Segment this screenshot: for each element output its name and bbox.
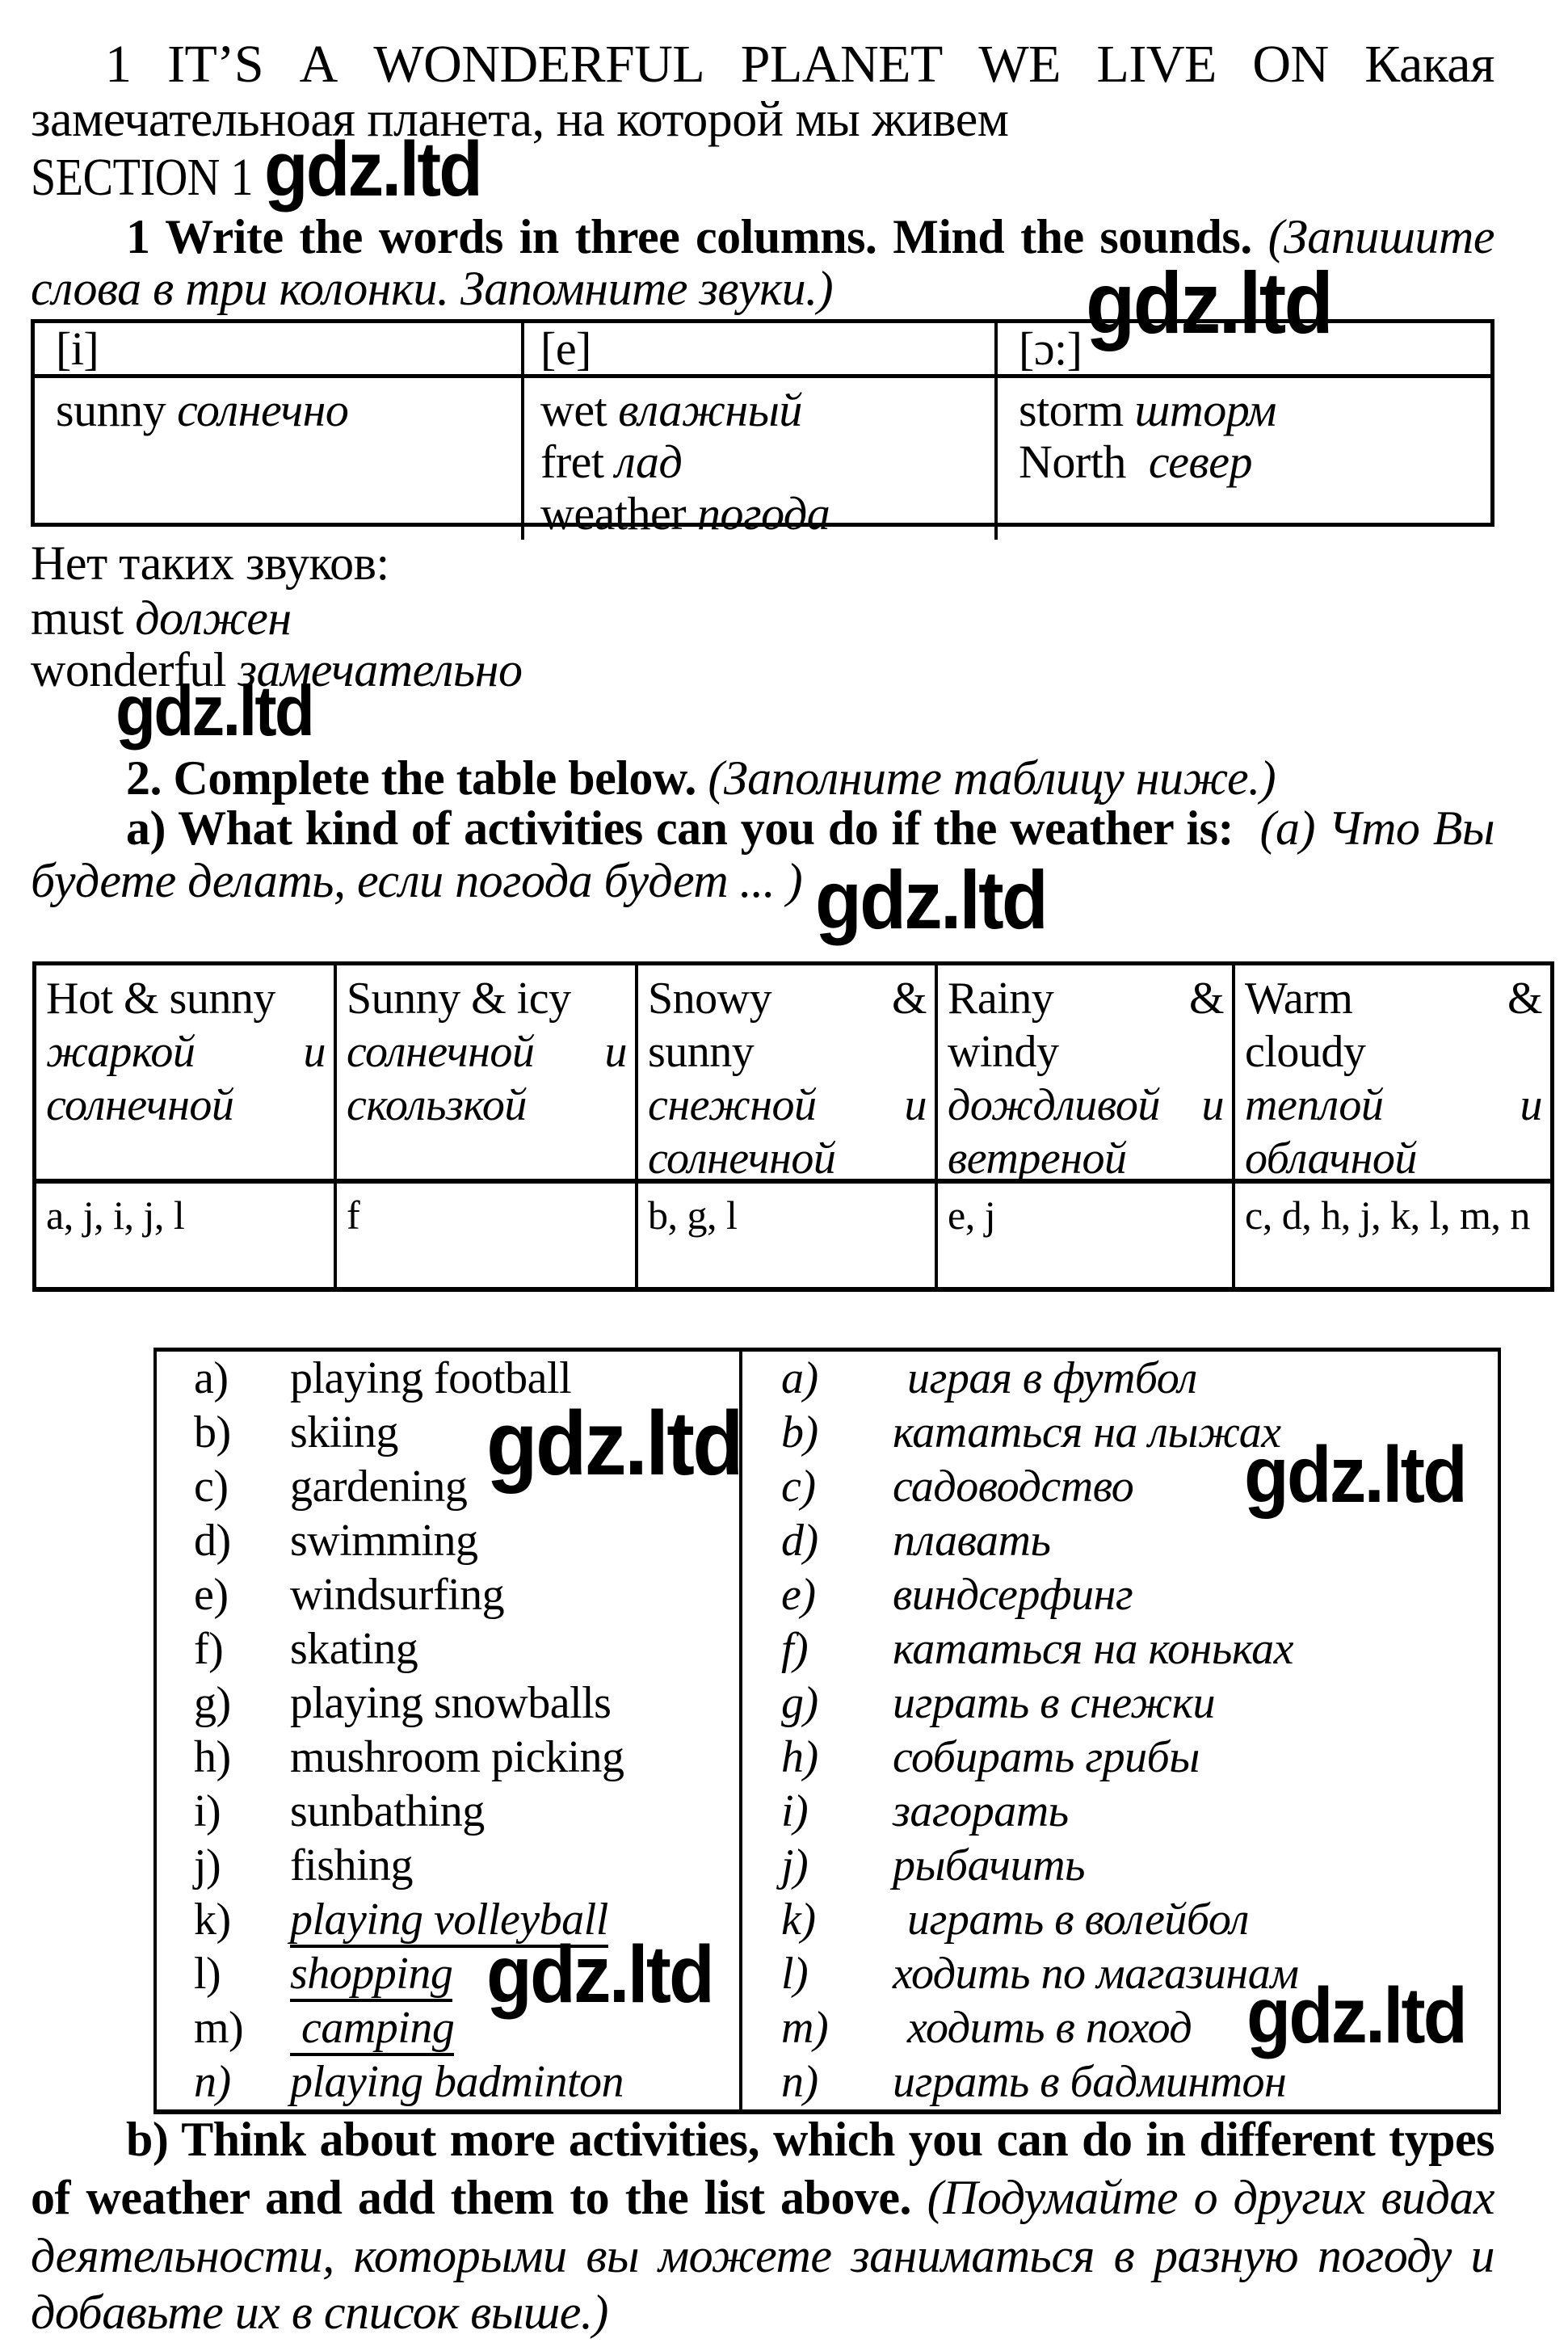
text: играть в волейбол	[907, 1895, 1249, 1945]
weather-answer-warm-cloudy: c, d, h, j, k, l, m, n	[1232, 1184, 1550, 1287]
text: fishing	[290, 1840, 414, 1890]
weather-table	[32, 961, 1554, 1292]
activity-en	[157, 1839, 739, 1893]
activity-row-d	[157, 1514, 1498, 1568]
word-ru: должен	[135, 591, 292, 645]
header-ru	[347, 1025, 627, 1079]
weather-answer-snowy-sunny: b, g, l	[635, 1184, 935, 1287]
taskb-line-2	[31, 2168, 1494, 2227]
en-word: &	[891, 974, 927, 1024]
letter: а)	[781, 1353, 818, 1403]
en-word: &	[1188, 974, 1224, 1024]
weather-col-sunny-icy-header	[334, 965, 635, 1184]
sounds-col-o	[998, 378, 1490, 540]
word-ru: солнечно	[177, 384, 349, 436]
ru-word: солнечной	[347, 1027, 535, 1077]
text: играть в снежки	[893, 1678, 1215, 1728]
header-ru	[648, 1079, 927, 1132]
letter: h)	[194, 1732, 231, 1782]
header-en	[948, 972, 1224, 1025]
taskb-ru-start: (Подумайте о других видах	[927, 2171, 1495, 2224]
title-word: PLANET	[740, 35, 943, 94]
word-en: wet	[540, 384, 607, 436]
header-ru: скользкой	[347, 1080, 527, 1130]
weather-answer-sunny-icy: f	[334, 1184, 635, 1287]
text: кататься на коньках	[893, 1624, 1294, 1674]
text: собирать грибы	[893, 1732, 1200, 1782]
en-word: Rainy	[948, 974, 1054, 1024]
task2-a-ru-start: (а) Что Вы	[1259, 801, 1494, 855]
text: playing badminton	[290, 2057, 624, 2107]
word-pair	[1019, 385, 1490, 436]
text: плавать	[893, 1516, 1051, 1566]
text: skating	[290, 1624, 418, 1674]
ru-word: и	[303, 1027, 326, 1077]
word-ru: погода	[697, 487, 830, 540]
sounds-col-e	[524, 378, 998, 540]
word-pair	[540, 385, 994, 436]
task1-instruction-en: 1 Write the words in three columns. Mind the sounds.	[126, 210, 1252, 263]
letter: b)	[194, 1407, 231, 1457]
watermark-gdz: gdz.ltd	[264, 126, 481, 212]
activity-ru	[739, 1352, 1498, 1406]
header-ru: облачной	[1245, 1133, 1417, 1184]
sounds-col-i	[35, 378, 524, 540]
text: sunbathing	[290, 1786, 485, 1836]
text: ходить по магазинам	[893, 1949, 1299, 1999]
header-en	[648, 972, 927, 1025]
letter: m)	[781, 2003, 829, 2053]
header-en: Hot & sunny	[46, 974, 275, 1024]
letter: j)	[781, 1840, 809, 1890]
activity-ru	[739, 1731, 1498, 1785]
en-word: Snowy	[648, 974, 772, 1024]
letter: i)	[194, 1786, 221, 1836]
header-en: sunny	[648, 1027, 755, 1077]
header-en: cloudy	[1245, 1027, 1366, 1077]
letter: e)	[781, 1570, 816, 1620]
word-ru: лад	[615, 435, 683, 488]
weather-col-warm-cloudy-header	[1232, 965, 1550, 1184]
task2-heading-en: 2. Complete the table below.	[126, 751, 696, 805]
task2-heading-ru: (Заполните таблицу ниже.)	[708, 751, 1276, 805]
no-sounds-label: Нет таких звуков:	[31, 536, 389, 590]
letter: l)	[194, 1949, 221, 1999]
ru-word: и	[1201, 1080, 1224, 1130]
activity-ru	[739, 2055, 1498, 2109]
title-word: ON	[1252, 35, 1329, 94]
word-en: North	[1019, 435, 1126, 488]
ru-word: жаркой	[46, 1027, 195, 1077]
activity-en	[157, 1622, 739, 1676]
watermark-gdz: gdz.ltd	[815, 854, 1047, 946]
ru-word: и	[604, 1027, 627, 1077]
letter: g)	[781, 1678, 818, 1728]
letter: n)	[194, 2057, 231, 2107]
activity-ru	[739, 1568, 1498, 1622]
ru-word: теплой	[1245, 1080, 1384, 1130]
text: camping	[290, 2003, 454, 2056]
word-ru: влажный	[618, 384, 802, 436]
text: mushroom picking	[290, 1732, 624, 1782]
text: загорать	[893, 1786, 1069, 1836]
activity-row-n	[157, 2055, 1498, 2109]
letter: a)	[194, 1353, 229, 1403]
activity-ru	[739, 1785, 1498, 1839]
weather-answer-rainy-windy: e, j	[935, 1184, 1232, 1287]
title-word: LIVE	[1096, 35, 1217, 94]
header-en: Sunny & icy	[347, 974, 571, 1024]
sounds-header-e: [e]	[524, 323, 998, 378]
activity-row-f	[157, 1622, 1498, 1676]
word-en: sunny	[56, 384, 166, 436]
activity-ru	[739, 1839, 1498, 1893]
text: playing football	[290, 1353, 572, 1403]
text: виндсерфинг	[893, 1570, 1133, 1620]
word-pair	[540, 488, 994, 540]
word-ru: замечательно	[238, 643, 523, 696]
text: windsurfing	[290, 1570, 505, 1620]
en-word: &	[1507, 974, 1542, 1024]
title-word: 1	[105, 35, 132, 94]
letter: f)	[194, 1624, 224, 1674]
activity-row-i	[157, 1785, 1498, 1839]
activity-en	[157, 2055, 739, 2109]
word-pair	[56, 385, 521, 436]
word-en: weather	[540, 487, 687, 540]
header-en	[1245, 972, 1542, 1025]
watermark-gdz: gdz.ltd	[116, 671, 313, 751]
letter: k)	[194, 1895, 231, 1945]
ru-word: дождливой	[948, 1080, 1160, 1130]
word-en: must	[31, 591, 124, 645]
title-line-1	[105, 32, 1494, 97]
letter: c)	[781, 1461, 816, 1512]
header-ru: ветреной	[948, 1133, 1127, 1184]
letter: b)	[781, 1407, 818, 1457]
ru-word: и	[1520, 1080, 1542, 1130]
weather-answer-hot-sunny: a, j, i, j, l	[46, 1192, 185, 1238]
header-ru: солнечной	[648, 1133, 836, 1184]
letter: n)	[781, 2057, 818, 2107]
activity-row-h	[157, 1731, 1498, 1785]
text: skiing	[290, 1407, 398, 1457]
header-ru	[1245, 1079, 1542, 1132]
text: playing snowballs	[290, 1678, 612, 1728]
activity-en	[157, 1568, 739, 1622]
text: играть в бадминтон	[893, 2057, 1287, 2107]
sounds-header-i: [i]	[35, 323, 524, 378]
activity-row-j	[157, 1839, 1498, 1893]
title-word: WONDERFUL	[373, 35, 705, 94]
word-en: fret	[540, 435, 604, 488]
taskb-line-1: b) Think about more activities, which you can do in different types	[126, 2113, 1494, 2166]
letter: d)	[781, 1516, 818, 1566]
section-heading: SECTION 1	[31, 148, 254, 207]
text: gardening	[290, 1461, 468, 1512]
activity-row-g	[157, 1676, 1498, 1731]
title-word: A	[299, 35, 338, 94]
letter: k)	[781, 1895, 816, 1945]
letter: d)	[194, 1516, 231, 1566]
text: swimming	[290, 1516, 478, 1566]
weather-col-rainy-windy-header	[935, 965, 1232, 1184]
task1-instruction-ru-start: (Запишите	[1267, 210, 1495, 263]
word-en: storm	[1019, 384, 1124, 436]
taskb-line-4: добавьте их в список выше.)	[31, 2286, 608, 2339]
letter: g)	[194, 1678, 231, 1728]
activity-row-k	[157, 1893, 1498, 1947]
no-sounds-item	[31, 592, 292, 644]
header-ru: солнечной	[46, 1080, 234, 1130]
word-ru: север	[1148, 435, 1252, 488]
title-word: Какая	[1364, 35, 1494, 94]
activity-ru	[739, 1514, 1498, 1568]
title-word: WE	[978, 35, 1061, 94]
text: playing volleyball	[290, 1895, 608, 1948]
activity-ru	[739, 1676, 1498, 1731]
letter: m)	[194, 2003, 244, 2053]
header-ru	[948, 1079, 1224, 1132]
en-word: Warm	[1245, 974, 1353, 1024]
task1-line-2: слова в три колонки. Запомните звуки.)	[31, 262, 834, 315]
word-ru: шторм	[1134, 384, 1276, 436]
header-en: windy	[948, 1027, 1059, 1077]
activity-en	[157, 1514, 739, 1568]
letter: i)	[781, 1786, 809, 1836]
task2-a-line-1	[31, 799, 1494, 857]
activity-ru	[739, 1622, 1498, 1676]
sounds-header-o: [ɔ:]	[998, 323, 1490, 378]
weather-col-snowy-sunny-header	[635, 965, 935, 1184]
watermark-gdz: gdz.ltd	[1246, 1971, 1466, 2059]
taskb-line-3: деятельности, которыми вы можете заниматься в разную погоду и	[31, 2229, 1494, 2282]
watermark-gdz: gdz.ltd	[1086, 254, 1332, 351]
text: играя в футбол	[907, 1353, 1197, 1403]
activity-en	[157, 1731, 739, 1785]
activity-en	[157, 1785, 739, 1839]
activity-ru	[739, 1893, 1498, 1947]
letter: f)	[781, 1624, 809, 1674]
watermark-gdz: gdz.ltd	[486, 1393, 742, 1494]
title-word: IT’S	[167, 35, 264, 94]
activity-row-a	[157, 1352, 1498, 1406]
letter: h)	[781, 1732, 818, 1782]
ru-word: снежной	[648, 1080, 817, 1130]
text: ходить в поход	[907, 2003, 1192, 2053]
text: shopping	[290, 1949, 452, 2002]
title-line-2: замечательноая планета, на которой мы живем	[31, 92, 1009, 147]
watermark-gdz: gdz.ltd	[1244, 1430, 1466, 1519]
text: рыбачить	[893, 1840, 1085, 1890]
weather-col-hot-sunny-header	[36, 965, 334, 1184]
task2-a-en: a) What kind of activities can you do if the weather is:	[126, 801, 1234, 855]
activity-en	[157, 1676, 739, 1731]
word-pair	[540, 436, 994, 488]
text: кататься на лыжах	[893, 1407, 1281, 1457]
watermark-gdz: gdz.ltd	[486, 1929, 713, 2020]
word-pair	[1019, 436, 1490, 488]
taskb-en: of weather and add them to the list above.	[31, 2171, 912, 2224]
activity-row-e	[157, 1568, 1498, 1622]
letter: j)	[194, 1840, 221, 1890]
letter: e)	[194, 1570, 229, 1620]
ru-word: и	[904, 1080, 927, 1130]
letter: c)	[194, 1461, 229, 1512]
header-ru	[46, 1025, 326, 1079]
word-en: wonderful	[31, 643, 227, 696]
text: садоводство	[893, 1461, 1134, 1512]
letter: l)	[781, 1949, 809, 1999]
task2-a-line-2: будете делать, если погода будет ... )	[31, 854, 803, 907]
